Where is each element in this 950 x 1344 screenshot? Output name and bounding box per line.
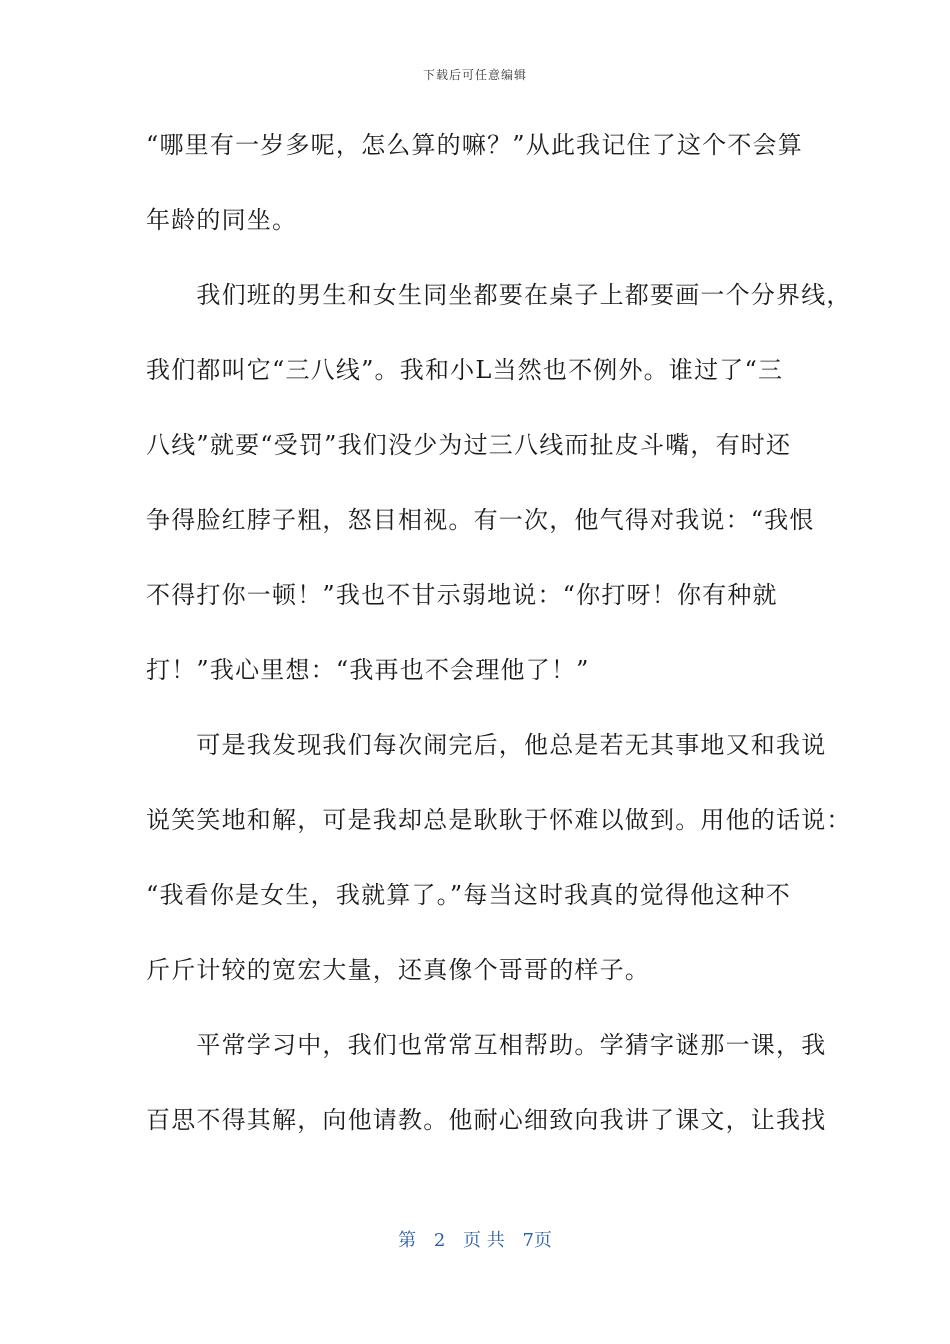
text-line: “哪里有一岁多呢，怎么算的嘛？”从此我记住了这个不会算 [146, 131, 803, 159]
text-line: 可是我发现我们每次闹完后，他总是若无其事地又和我说 [146, 731, 827, 759]
text-line: 百思不得其解，向他请教。他耐心细致向我讲了课文，让我找 [146, 1106, 827, 1134]
document-body [146, 112, 852, 1162]
text-line: 年龄的同坐。 [146, 206, 298, 234]
text-line: 打！”我心里想：“我再也不会理他了！” [146, 656, 590, 684]
text-line: 争得脸红脖子粗，怒目相视。有一次，他气得对我说：“我恨 [146, 506, 815, 534]
footer-middle: 页 共 [463, 1230, 505, 1251]
page-header: 下载后可任意编辑 [422, 68, 527, 82]
footer-prefix: 第 [398, 1230, 417, 1251]
text-line: 不得打你一顿！”我也不甘示弱地说：“你打呀！你有种就 [146, 581, 778, 609]
text-line: 斤斤计较的宽宏大量，还真像个哥哥的样子。 [146, 956, 650, 984]
text-line: 平常学习中，我们也常常互相帮助。学猜字谜那一课，我 [146, 1031, 827, 1059]
text-line: 八线”就要“受罚”我们没少为过三八线而扯皮斗嘴，有时还 [146, 431, 792, 459]
text-line: “我看你是女生，我就算了。”每当这时我真的觉得他这种不 [146, 881, 791, 909]
footer-page-number: 2 [433, 1230, 446, 1251]
text-line: 说笑笑地和解，可是我却总是耿耿于怀难以做到。用他的话说： [146, 806, 852, 834]
text-line: 我们都叫它“三八线”。我和小L当然也不例外。谁过了“三 [146, 356, 784, 384]
text-line: 我们班的男生和女生同坐都要在桌子上都要画一个分界线， [146, 281, 852, 309]
page-footer [0, 1226, 950, 1252]
footer-total-pages: 7页 [522, 1230, 552, 1251]
